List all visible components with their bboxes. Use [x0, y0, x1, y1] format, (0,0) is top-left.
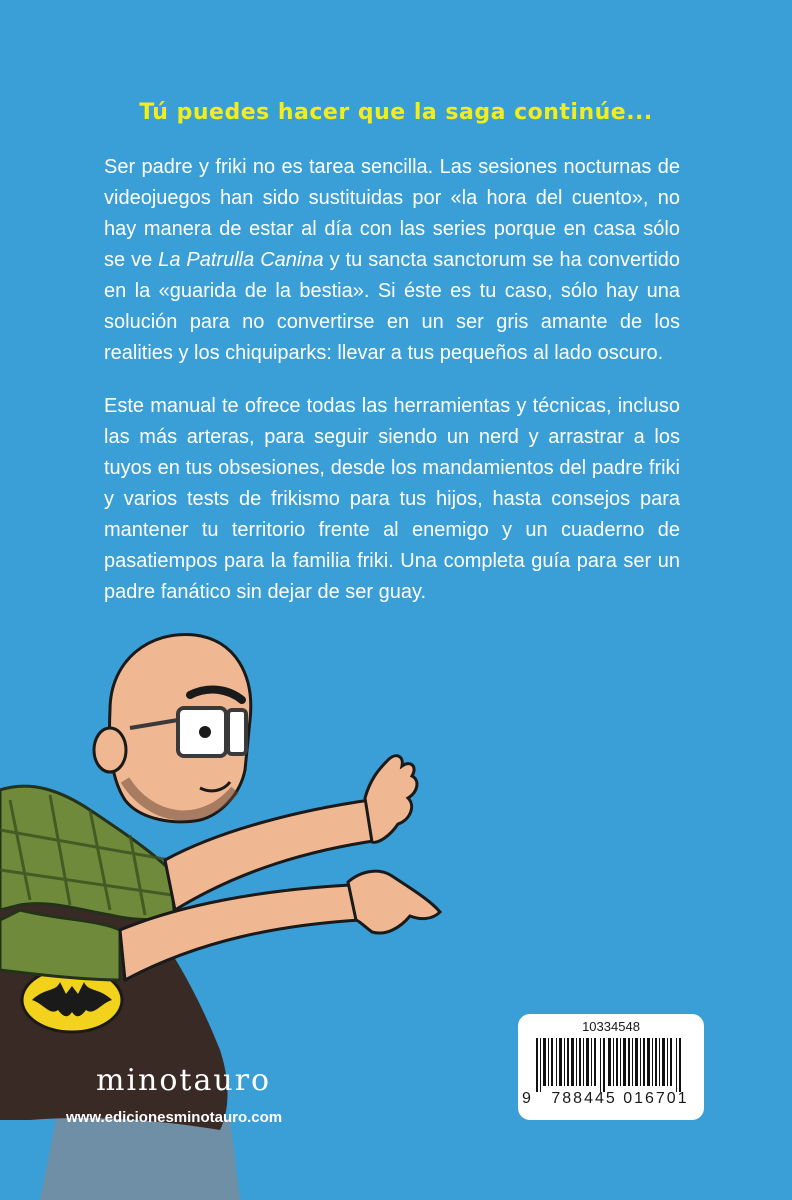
paragraph-1-text-start: Ser padre y friki no es tarea sencilla. Las sesiones nocturnas de videojuegos han sido sustituidas por «la hora del cuento», no hay manera de estar al día con las series porque en casa sólo se ve: [104, 156, 680, 271]
open-hand: [348, 871, 440, 933]
publisher-logo: minotauro: [96, 1063, 272, 1098]
isbn-number: 788445 016701: [551, 1090, 689, 1107]
barcode-code: 10334548: [582, 1019, 640, 1034]
raised-hand: [365, 756, 417, 843]
barcode-label: [518, 1014, 704, 1120]
tagline: Tú puedes hacer que la saga continúe...: [139, 100, 653, 125]
blurb-paragraph-1: [104, 152, 680, 369]
back-cover-blurb: [104, 152, 680, 630]
barcode-bars: [518, 1038, 704, 1092]
publisher-website: www.edicionesminotauro.com: [66, 1109, 283, 1126]
head: [94, 634, 251, 821]
tv-show-title: La Patrulla Canina: [158, 249, 324, 271]
paragraph-1-text-end: y tu sancta sanctorum se ha convertido en la «guarida de la bestia». Si éste es tu caso, sólo hay una solución para no convertirse en un ser gris amante de los realities y los chiquiparks: llevar a tus pequeños al lado oscuro.: [104, 249, 681, 364]
isbn-prefix: 9: [522, 1090, 531, 1107]
blurb-paragraph-2: Este manual te ofrece todas las herramientas y técnicas, incluso las más arteras, para seguir siendo un nerd y arrastrar a los tuyos en tus obsesiones, desde los mandamientos del padre friki y varios tests de frikismo para tus hijos, hasta consejos para mantener tu territorio frente al enemigo y un cuaderno de pasatiempos para la familia friki. Una completa guía para ser un padre fanático sin dejar de ser guay.: [104, 395, 680, 603]
